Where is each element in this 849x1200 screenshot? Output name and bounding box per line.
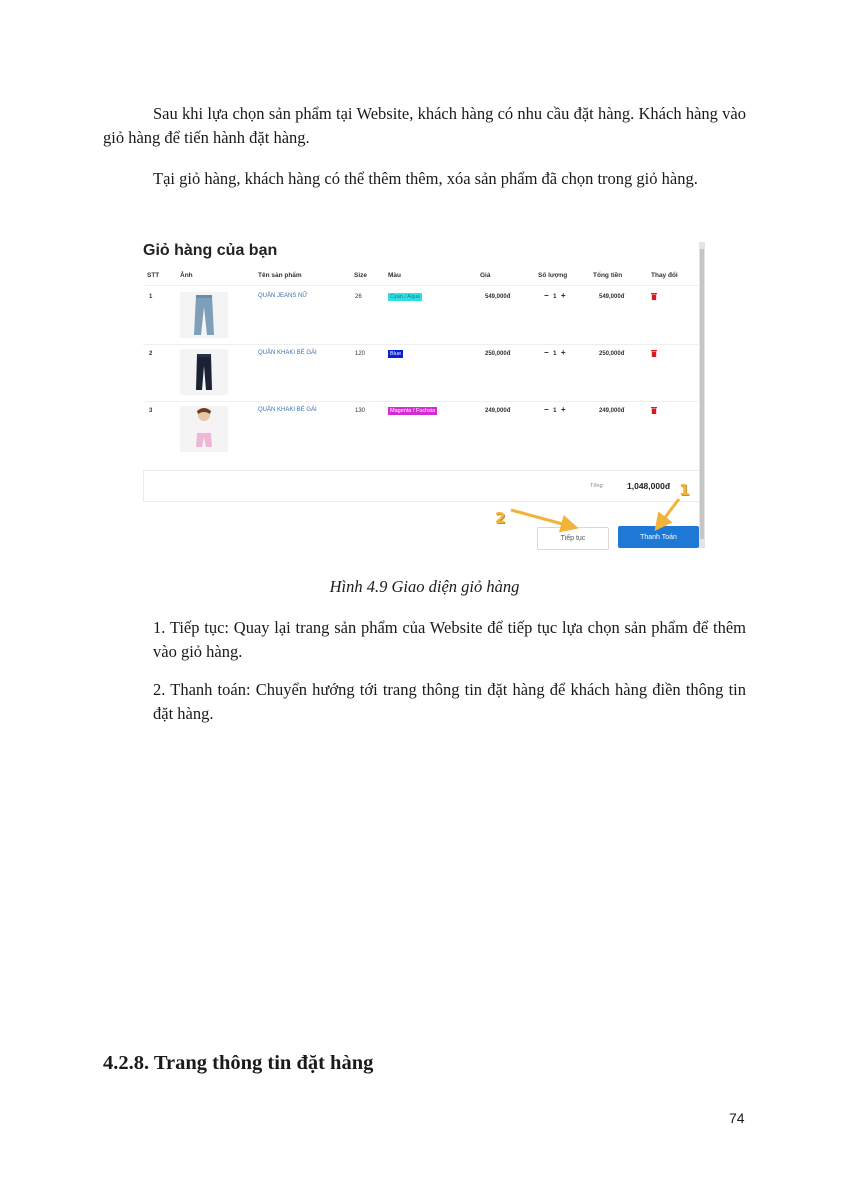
quantity-value: 1 <box>553 351 557 357</box>
product-size: 26 <box>355 294 362 300</box>
product-name[interactable]: QUẦN KHAKI BÉ GÁI <box>258 350 317 356</box>
row-stt: 1 <box>149 294 153 300</box>
checkout-button[interactable]: Thanh Toán <box>618 526 699 548</box>
callout-number-2: 2 <box>495 509 506 527</box>
page-number: 74 <box>729 1110 745 1126</box>
header-color: Màu <box>388 272 401 279</box>
product-price: 250,000đ <box>485 351 511 357</box>
header-price: Giá <box>480 272 491 279</box>
line-total: 549,000đ <box>599 294 625 300</box>
total-label: Tổng: <box>590 483 605 489</box>
color-tag: Blue <box>390 351 402 357</box>
explanation-continue: 1. Tiếp tục: Quay lại trang sản phẩm của Website để tiếp tục lựa chọn sản phẩm để thêm vào giỏ hàng. <box>153 618 746 661</box>
arrow-to-continue <box>511 510 570 526</box>
product-price: 549,000đ <box>485 294 511 300</box>
product-price: 249,000đ <box>485 408 511 414</box>
quantity-value: 1 <box>553 294 557 300</box>
product-size: 130 <box>355 408 366 414</box>
quantity-value: 1 <box>553 408 557 414</box>
header-stt: STT <box>147 272 160 279</box>
cart-screenshot <box>138 237 706 552</box>
header-total: Tổng tiền <box>593 272 623 279</box>
product-name[interactable]: QUẦN KHAKI BÉ GÁI <box>258 407 317 413</box>
continue-button[interactable]: Tiếp tục <box>537 527 609 550</box>
minus-icon[interactable]: − <box>544 291 549 300</box>
header-image: Ảnh <box>180 272 193 279</box>
header-size: Size <box>354 272 368 279</box>
row-stt: 3 <box>149 408 153 414</box>
line-total: 249,000đ <box>599 408 625 414</box>
header-name: Tên sản phẩm <box>258 272 302 279</box>
line-total: 250,000đ <box>599 351 625 357</box>
explanation-checkout: 2. Thanh toán: Chuyển hướng tới trang thông tin đặt hàng để khách hàng điền thông tin đặt hàng. <box>153 680 746 723</box>
callout-number-1: 1 <box>679 481 690 499</box>
header-qty: Số lượng <box>538 272 568 279</box>
product-name[interactable]: QUẦN JEANS NỮ <box>258 293 308 299</box>
cart-paragraph: Tại giỏ hàng, khách hàng có thể thêm thêm, xóa sản phẩm đã chọn trong giỏ hàng. <box>153 169 698 188</box>
plus-icon[interactable]: + <box>560 405 566 414</box>
row-stt: 2 <box>149 351 153 357</box>
cart-title: Giỏ hàng của bạn <box>143 242 278 259</box>
header-change: Thay đổi <box>651 272 678 279</box>
color-tag: Magenta / Fuchsia <box>390 408 436 414</box>
minus-icon[interactable]: − <box>544 348 549 357</box>
minus-icon[interactable]: − <box>544 405 549 414</box>
product-size: 120 <box>355 351 366 357</box>
total-value: 1,048,000đ <box>627 481 671 491</box>
arrow-to-checkout <box>660 499 679 524</box>
section-heading: 4.2.8. Trang thông tin đặt hàng <box>103 1052 374 1074</box>
plus-icon[interactable]: + <box>560 291 566 300</box>
color-tag: Cyan / Aqua <box>390 294 420 300</box>
callout-arrows <box>138 237 706 552</box>
figure-caption: Hình 4.9 Giao diện giỏ hàng <box>329 577 520 596</box>
intro-paragraph: Sau khi lựa chọn sản phẩm tại Website, khách hàng có nhu cầu đặt hàng. Khách hàng vào giỏ hàng để tiến hành đặt hàng. <box>103 104 746 147</box>
plus-icon[interactable]: + <box>560 348 566 357</box>
